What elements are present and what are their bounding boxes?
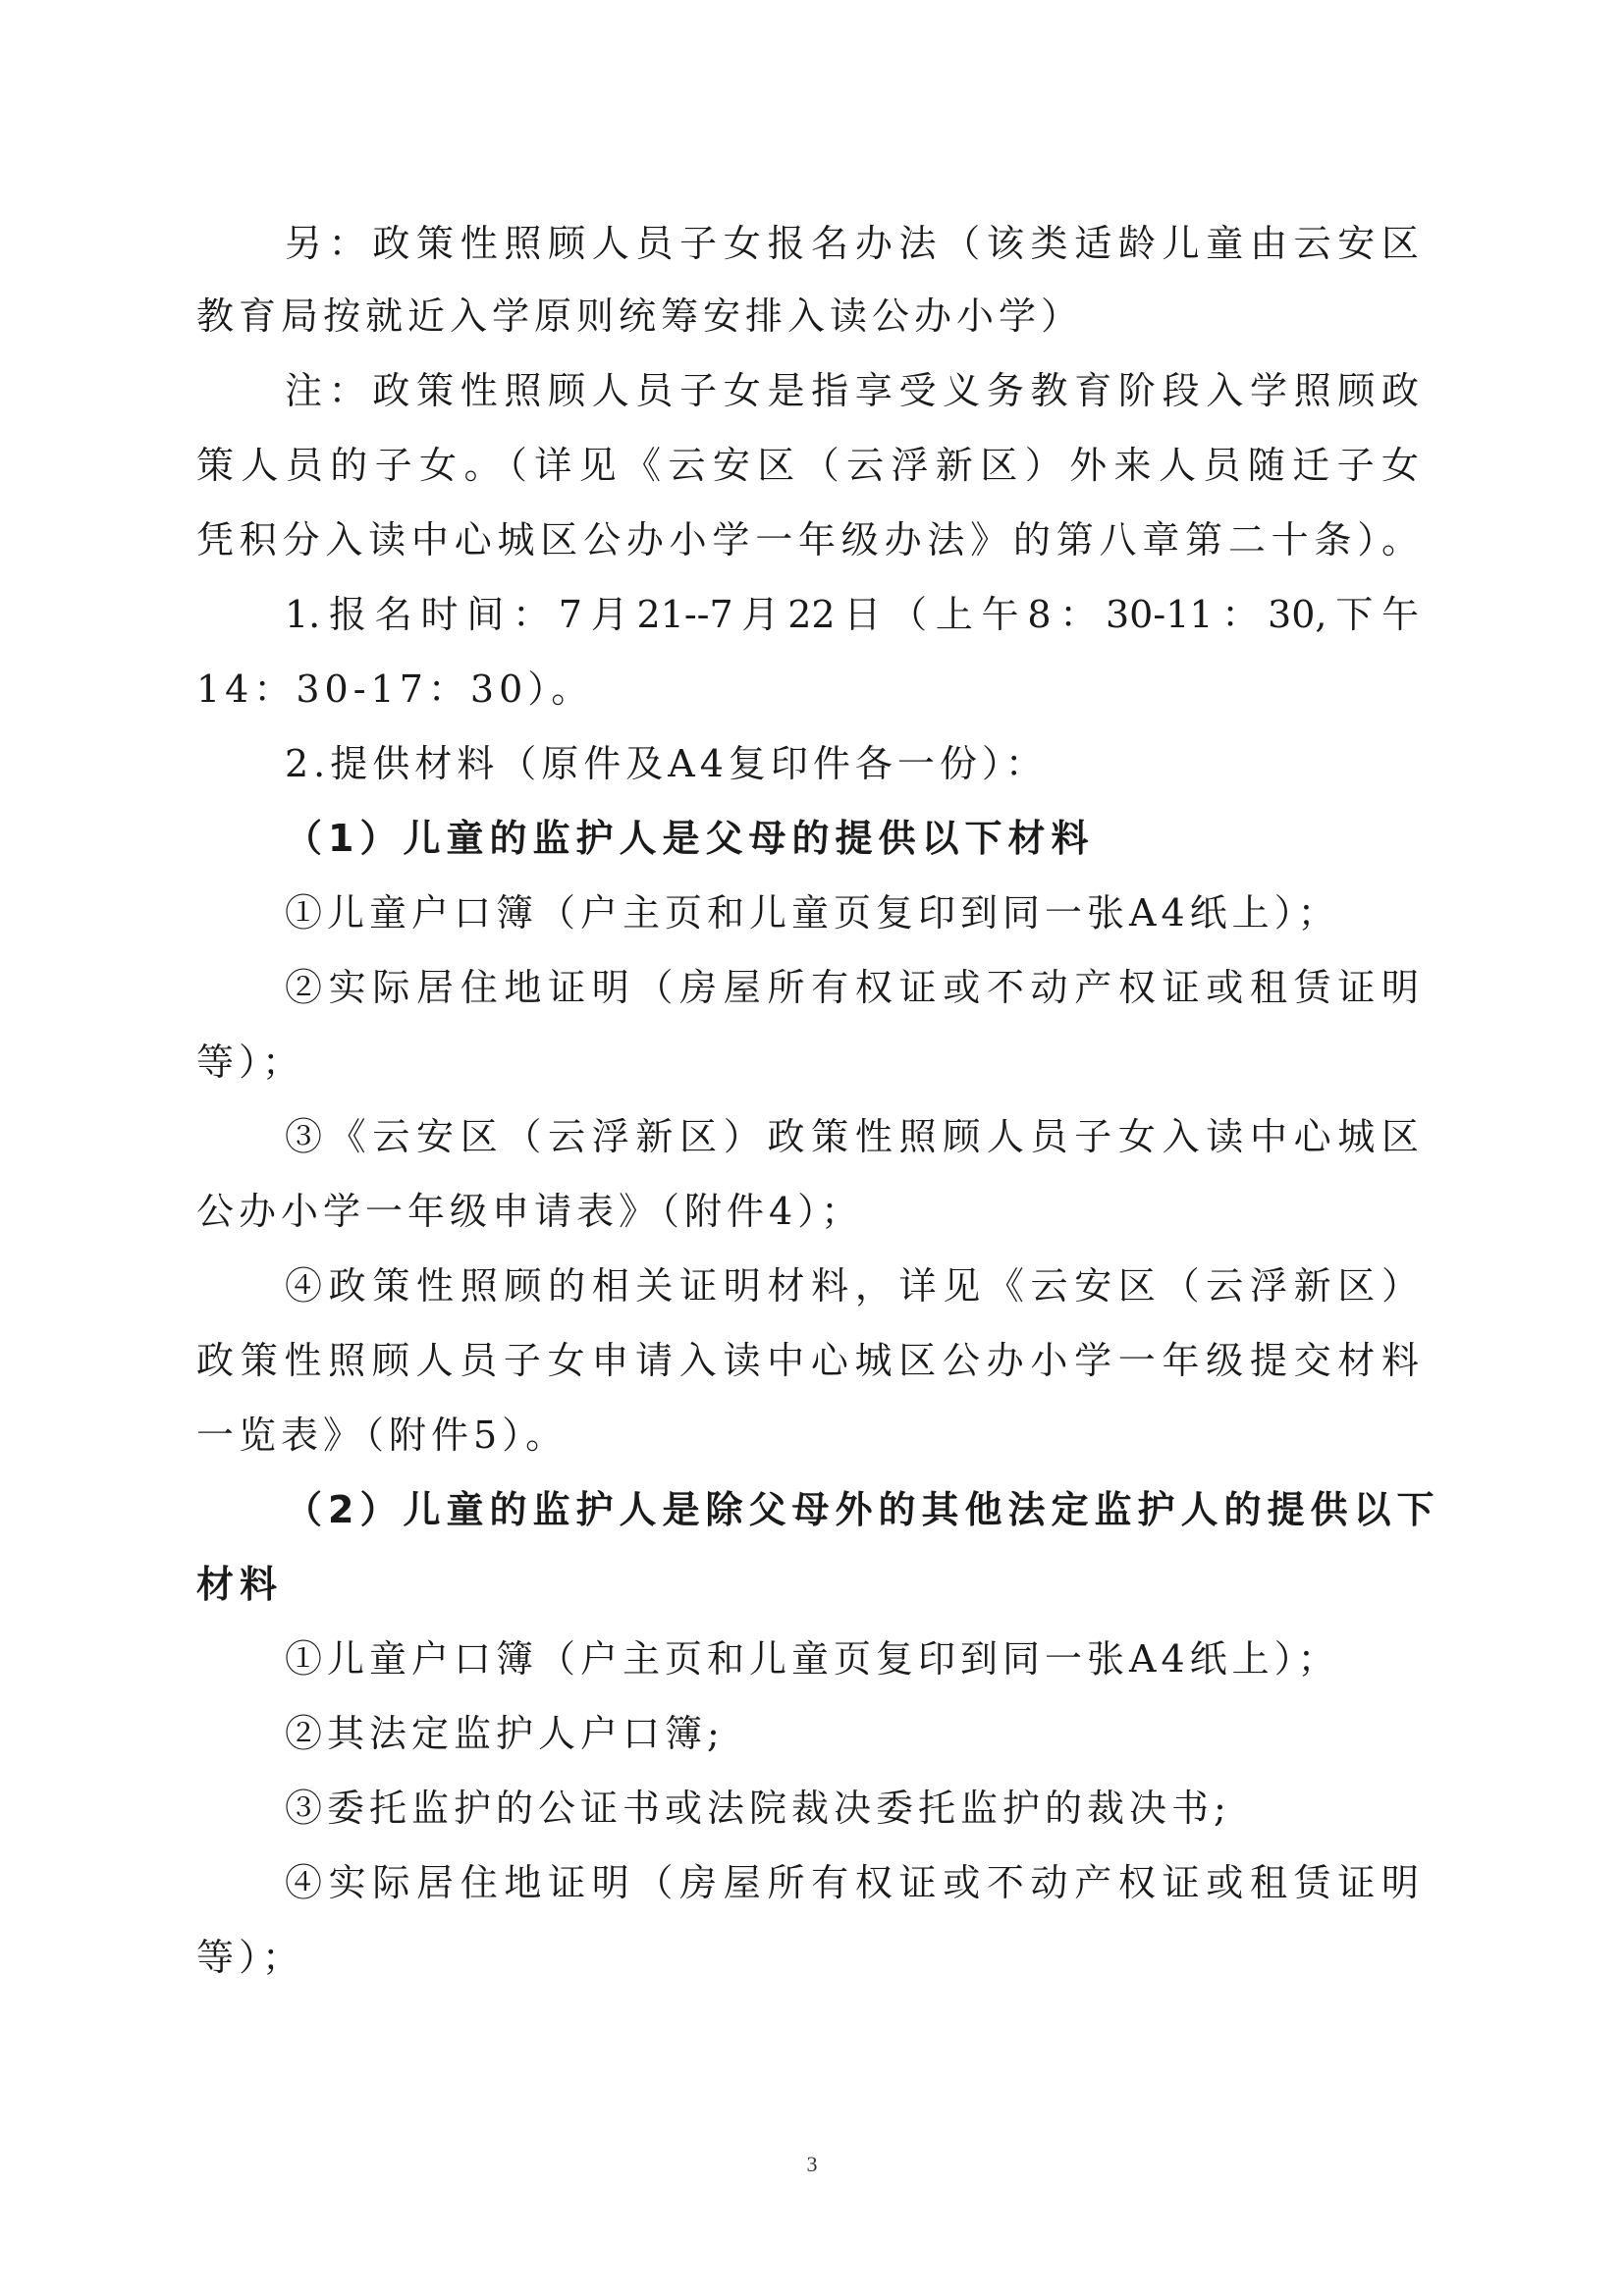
paragraph-line: 1.报名时间：7月21--7月22日（上午8：30-11：30,下午 bbox=[285, 593, 1419, 636]
paragraph-line: 2.提供材料（原件及A4复印件各一份）： bbox=[285, 742, 1048, 785]
page-number: 3 bbox=[806, 2152, 818, 2176]
section-heading: （2）儿童的监护人是除父母外的其他法定监护人的提供以下 bbox=[285, 1488, 1440, 1531]
list-item: ①儿童户口簿（户主页和儿童页复印到同一张A4纸上）； bbox=[285, 891, 1340, 934]
list-item-continuation: 一览表》（附件5）。 bbox=[196, 1414, 568, 1457]
list-item: ③《云安区（云浮新区）政策性照顾人员子女入读中心城区 bbox=[285, 1115, 1419, 1158]
list-item: ①儿童户口簿（户主页和儿童页复印到同一张A4纸上）； bbox=[285, 1637, 1340, 1681]
list-item: ③委托监护的公证书或法院裁决委托监护的裁决书; bbox=[285, 1787, 1231, 1830]
paragraph-line: 策人员的子女。（详见《云安区（云浮新区）外来人员随迁子女 bbox=[196, 444, 1419, 487]
section-heading-continuation: 材料 bbox=[196, 1563, 284, 1606]
paragraph-line: 14：30-17：30）。 bbox=[196, 667, 594, 711]
list-item-continuation: 等）； bbox=[196, 1936, 305, 1979]
section-heading: （1）儿童的监护人是父母的提供以下材料 bbox=[285, 817, 1095, 860]
paragraph-line: 另：政策性照顾人员子女报名办法（该类适龄儿童由云安区 bbox=[285, 222, 1419, 265]
list-item: ②其法定监护人户口簿; bbox=[285, 1712, 725, 1755]
list-item-continuation: 政策性照顾人员子女申请入读中心城区公办小学一年级提交材料 bbox=[196, 1339, 1419, 1382]
list-item-continuation: 等）； bbox=[196, 1041, 305, 1084]
paragraph-line: 凭积分入读中心城区公办小学一年级办法》的第八章第二十条）。 bbox=[196, 518, 1419, 561]
list-item-continuation: 公办小学一年级申请表》（附件4）； bbox=[196, 1190, 864, 1233]
list-item: ④政策性照顾的相关证明材料，详见《云安区（云浮新区） bbox=[285, 1264, 1419, 1308]
list-item: ④实际居住地证明（房屋所有权证或不动产权证或租赁证明 bbox=[285, 1861, 1419, 1904]
paragraph-line: 注：政策性照顾人员子女是指享受义务教育阶段入学照顾政 bbox=[285, 369, 1419, 412]
list-item: ②实际居住地证明（房屋所有权证或不动产权证或租赁证明 bbox=[285, 966, 1419, 1009]
paragraph-line: 教育局按就近入学原则统筹安排入读公办小学） bbox=[196, 294, 1084, 338]
